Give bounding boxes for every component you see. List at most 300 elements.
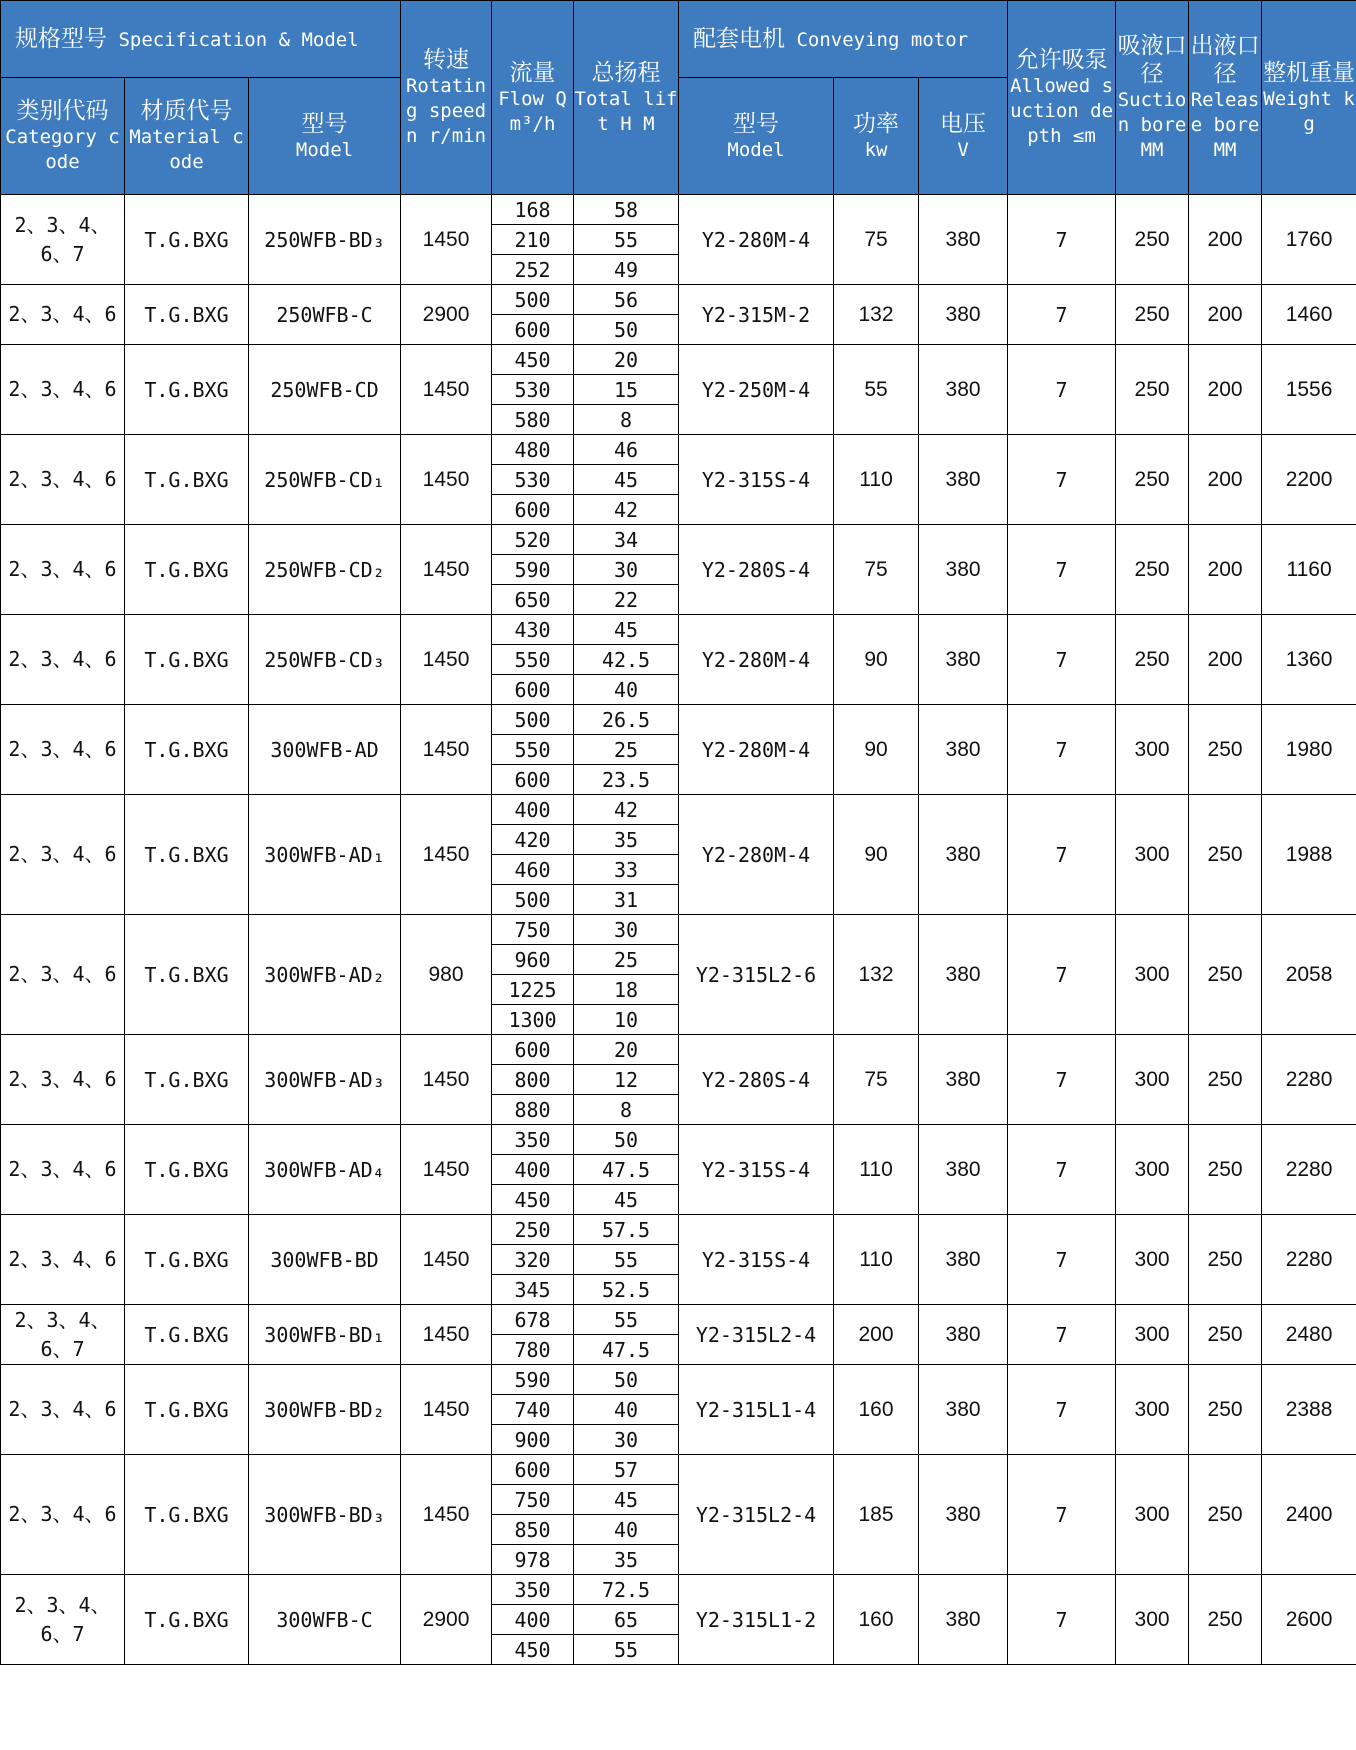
release-bore-cell: 200 xyxy=(1189,285,1262,345)
category-code-cell: 2、3、4、6 xyxy=(1,1365,125,1455)
speed-cell: 1450 xyxy=(401,525,492,615)
suction-bore-cell: 250 xyxy=(1116,285,1189,345)
suction-depth-cell: 7 xyxy=(1008,795,1116,915)
voltage-cell: 380 xyxy=(919,525,1008,615)
flow-cell: 420 xyxy=(492,825,574,855)
power-cell: 75 xyxy=(834,1035,919,1125)
weight-cell: 1360 xyxy=(1262,615,1356,705)
release-bore-cell: 200 xyxy=(1189,525,1262,615)
material-code-cell: T.G.BXG xyxy=(125,1125,249,1215)
header-release-bore: 出液口径 Release bore MM xyxy=(1189,1,1262,195)
flow-cell: 400 xyxy=(492,1605,574,1635)
weight-cell: 2400 xyxy=(1262,1455,1356,1575)
lift-cell: 35 xyxy=(574,825,679,855)
model-cell: 250WFB-CD₃ xyxy=(249,615,401,705)
lift-cell: 42 xyxy=(574,495,679,525)
lift-cell: 72.5 xyxy=(574,1575,679,1605)
material-code-cell: T.G.BXG xyxy=(125,1455,249,1575)
suction-bore-cell: 250 xyxy=(1116,435,1189,525)
release-bore-cell: 250 xyxy=(1189,1035,1262,1125)
header-spec: 规格型号 Specification & Model xyxy=(1,1,401,78)
speed-cell: 980 xyxy=(401,915,492,1035)
flow-cell: 350 xyxy=(492,1575,574,1605)
model-cell: 250WFB-C xyxy=(249,285,401,345)
material-code-cell: T.G.BXG xyxy=(125,915,249,1035)
flow-cell: 530 xyxy=(492,465,574,495)
lift-cell: 12 xyxy=(574,1065,679,1095)
material-code-cell: T.G.BXG xyxy=(125,615,249,705)
power-cell: 132 xyxy=(834,285,919,345)
header-flow: 流量 Flow Q m³/h xyxy=(492,1,574,195)
flow-cell: 600 xyxy=(492,1035,574,1065)
model-cell: 250WFB-CD₁ xyxy=(249,435,401,525)
release-bore-cell: 250 xyxy=(1189,1305,1262,1365)
table-row xyxy=(1,1215,1356,1245)
lift-cell: 65 xyxy=(574,1605,679,1635)
voltage-cell: 380 xyxy=(919,915,1008,1035)
weight-cell: 2200 xyxy=(1262,435,1356,525)
suction-depth-cell: 7 xyxy=(1008,615,1116,705)
weight-cell: 1988 xyxy=(1262,795,1356,915)
motor-model-cell: Y2-280M-4 xyxy=(679,795,834,915)
weight-cell: 2280 xyxy=(1262,1035,1356,1125)
table-row xyxy=(1,1575,1356,1605)
table-row xyxy=(1,1035,1356,1065)
material-code-cell: T.G.BXG xyxy=(125,525,249,615)
speed-cell: 1450 xyxy=(401,1305,492,1365)
suction-bore-cell: 300 xyxy=(1116,1035,1189,1125)
speed-cell: 1450 xyxy=(401,615,492,705)
motor-model-cell: Y2-315L2-4 xyxy=(679,1305,834,1365)
material-code-cell: T.G.BXG xyxy=(125,1305,249,1365)
flow-cell: 345 xyxy=(492,1275,574,1305)
release-bore-cell: 200 xyxy=(1189,195,1262,285)
speed-cell: 1450 xyxy=(401,705,492,795)
header-speed: 转速 Rotating speed n r/min xyxy=(401,1,492,195)
motor-model-cell: Y2-280S-4 xyxy=(679,1035,834,1125)
weight-cell: 2388 xyxy=(1262,1365,1356,1455)
lift-cell: 45 xyxy=(574,1485,679,1515)
category-code-cell: 2、3、4、6、7 xyxy=(1,1575,125,1665)
motor-model-cell: Y2-280S-4 xyxy=(679,525,834,615)
material-code-cell: T.G.BXG xyxy=(125,1035,249,1125)
flow-cell: 590 xyxy=(492,1365,574,1395)
flow-cell: 500 xyxy=(492,705,574,735)
suction-bore-cell: 300 xyxy=(1116,1455,1189,1575)
category-code-cell: 2、3、4、6 xyxy=(1,525,125,615)
voltage-cell: 380 xyxy=(919,1575,1008,1665)
lift-cell: 55 xyxy=(574,1245,679,1275)
flow-cell: 520 xyxy=(492,525,574,555)
model-cell: 250WFB-BD₃ xyxy=(249,195,401,285)
lift-cell: 22 xyxy=(574,585,679,615)
speed-cell: 1450 xyxy=(401,1035,492,1125)
flow-cell: 450 xyxy=(492,345,574,375)
flow-cell: 460 xyxy=(492,855,574,885)
flow-cell: 800 xyxy=(492,1065,574,1095)
weight-cell: 1160 xyxy=(1262,525,1356,615)
flow-cell: 210 xyxy=(492,225,574,255)
suction-bore-cell: 250 xyxy=(1116,345,1189,435)
suction-depth-cell: 7 xyxy=(1008,285,1116,345)
lift-cell: 50 xyxy=(574,1365,679,1395)
motor-model-cell: Y2-315S-4 xyxy=(679,1215,834,1305)
material-code-cell: T.G.BXG xyxy=(125,285,249,345)
lift-cell: 57.5 xyxy=(574,1215,679,1245)
release-bore-cell: 250 xyxy=(1189,705,1262,795)
lift-cell: 50 xyxy=(574,315,679,345)
suction-bore-cell: 300 xyxy=(1116,1575,1189,1665)
suction-bore-cell: 300 xyxy=(1116,1305,1189,1365)
voltage-cell: 380 xyxy=(919,1365,1008,1455)
motor-model-cell: Y2-280M-4 xyxy=(679,615,834,705)
lift-cell: 30 xyxy=(574,915,679,945)
material-code-cell: T.G.BXG xyxy=(125,345,249,435)
motor-model-cell: Y2-315L1-2 xyxy=(679,1575,834,1665)
motor-model-cell: Y2-280M-4 xyxy=(679,705,834,795)
lift-cell: 35 xyxy=(574,1545,679,1575)
model-cell: 250WFB-CD xyxy=(249,345,401,435)
lift-cell: 33 xyxy=(574,855,679,885)
material-code-cell: T.G.BXG xyxy=(125,705,249,795)
motor-model-cell: Y2-315M-2 xyxy=(679,285,834,345)
flow-cell: 500 xyxy=(492,885,574,915)
flow-cell: 168 xyxy=(492,195,574,225)
lift-cell: 55 xyxy=(574,1635,679,1665)
lift-cell: 55 xyxy=(574,225,679,255)
header-model: 型号 Model xyxy=(249,78,401,195)
suction-depth-cell: 7 xyxy=(1008,1035,1116,1125)
weight-cell: 1760 xyxy=(1262,195,1356,285)
category-code-cell: 2、3、4、6 xyxy=(1,615,125,705)
lift-cell: 58 xyxy=(574,195,679,225)
suction-depth-cell: 7 xyxy=(1008,1305,1116,1365)
lift-cell: 42 xyxy=(574,795,679,825)
lift-cell: 40 xyxy=(574,1515,679,1545)
lift-cell: 34 xyxy=(574,525,679,555)
flow-cell: 530 xyxy=(492,375,574,405)
lift-cell: 25 xyxy=(574,735,679,765)
power-cell: 110 xyxy=(834,435,919,525)
motor-model-cell: Y2-315L2-6 xyxy=(679,915,834,1035)
motor-model-cell: Y2-315S-4 xyxy=(679,1125,834,1215)
suction-depth-cell: 7 xyxy=(1008,1455,1116,1575)
suction-bore-cell: 300 xyxy=(1116,915,1189,1035)
material-code-cell: T.G.BXG xyxy=(125,195,249,285)
lift-cell: 8 xyxy=(574,1095,679,1125)
lift-cell: 50 xyxy=(574,1125,679,1155)
flow-cell: 400 xyxy=(492,795,574,825)
table-row xyxy=(1,1365,1356,1395)
voltage-cell: 380 xyxy=(919,615,1008,705)
weight-cell: 2480 xyxy=(1262,1305,1356,1365)
speed-cell: 1450 xyxy=(401,195,492,285)
lift-cell: 23.5 xyxy=(574,765,679,795)
suction-bore-cell: 300 xyxy=(1116,1125,1189,1215)
suction-bore-cell: 300 xyxy=(1116,1365,1189,1455)
table-body xyxy=(1,195,1356,1665)
header-material-code: 材质代号 Material code xyxy=(125,78,249,195)
release-bore-cell: 250 xyxy=(1189,1125,1262,1215)
model-cell: 300WFB-AD₁ xyxy=(249,795,401,915)
model-cell: 300WFB-BD₁ xyxy=(249,1305,401,1365)
header-power: 功率 kw xyxy=(834,78,919,195)
model-cell: 300WFB-C xyxy=(249,1575,401,1665)
release-bore-cell: 250 xyxy=(1189,1215,1262,1305)
suction-bore-cell: 300 xyxy=(1116,1215,1189,1305)
lift-cell: 49 xyxy=(574,255,679,285)
flow-cell: 850 xyxy=(492,1515,574,1545)
flow-cell: 740 xyxy=(492,1395,574,1425)
voltage-cell: 380 xyxy=(919,705,1008,795)
suction-bore-cell: 250 xyxy=(1116,615,1189,705)
flow-cell: 480 xyxy=(492,435,574,465)
lift-cell: 47.5 xyxy=(574,1155,679,1185)
table-row xyxy=(1,615,1356,645)
power-cell: 55 xyxy=(834,345,919,435)
lift-cell: 56 xyxy=(574,285,679,315)
table-row xyxy=(1,1455,1356,1485)
release-bore-cell: 250 xyxy=(1189,915,1262,1035)
suction-depth-cell: 7 xyxy=(1008,1575,1116,1665)
category-code-cell: 2、3、4、6 xyxy=(1,345,125,435)
power-cell: 75 xyxy=(834,525,919,615)
flow-cell: 600 xyxy=(492,495,574,525)
flow-cell: 450 xyxy=(492,1635,574,1665)
table-header xyxy=(1,1,1356,195)
flow-cell: 550 xyxy=(492,735,574,765)
lift-cell: 55 xyxy=(574,1305,679,1335)
table-row xyxy=(1,435,1356,465)
speed-cell: 1450 xyxy=(401,1215,492,1305)
flow-cell: 320 xyxy=(492,1245,574,1275)
voltage-cell: 380 xyxy=(919,285,1008,345)
lift-cell: 10 xyxy=(574,1005,679,1035)
category-code-cell: 2、3、4、6 xyxy=(1,285,125,345)
table-row xyxy=(1,195,1356,225)
flow-cell: 1300 xyxy=(492,1005,574,1035)
model-cell: 300WFB-AD₄ xyxy=(249,1125,401,1215)
category-code-cell: 2、3、4、6 xyxy=(1,705,125,795)
category-code-cell: 2、3、4、6 xyxy=(1,795,125,915)
model-cell: 250WFB-CD₂ xyxy=(249,525,401,615)
category-code-cell: 2、3、4、6 xyxy=(1,1035,125,1125)
model-cell: 300WFB-AD₃ xyxy=(249,1035,401,1125)
motor-model-cell: Y2-280M-4 xyxy=(679,195,834,285)
flow-cell: 600 xyxy=(492,1455,574,1485)
lift-cell: 42.5 xyxy=(574,645,679,675)
material-code-cell: T.G.BXG xyxy=(125,1215,249,1305)
header-lift: 总扬程 Total lift H M xyxy=(574,1,679,195)
flow-cell: 600 xyxy=(492,675,574,705)
lift-cell: 20 xyxy=(574,345,679,375)
power-cell: 200 xyxy=(834,1305,919,1365)
power-cell: 90 xyxy=(834,795,919,915)
flow-cell: 600 xyxy=(492,315,574,345)
speed-cell: 2900 xyxy=(401,1575,492,1665)
release-bore-cell: 250 xyxy=(1189,1365,1262,1455)
speed-cell: 1450 xyxy=(401,1365,492,1455)
category-code-cell: 2、3、4、6 xyxy=(1,435,125,525)
motor-model-cell: Y2-315L1-4 xyxy=(679,1365,834,1455)
suction-depth-cell: 7 xyxy=(1008,1365,1116,1455)
flow-cell: 880 xyxy=(492,1095,574,1125)
material-code-cell: T.G.BXG xyxy=(125,1575,249,1665)
weight-cell: 2280 xyxy=(1262,1125,1356,1215)
weight-cell: 1556 xyxy=(1262,345,1356,435)
power-cell: 90 xyxy=(834,705,919,795)
suction-depth-cell: 7 xyxy=(1008,525,1116,615)
lift-cell: 40 xyxy=(574,1395,679,1425)
table-row xyxy=(1,705,1356,735)
lift-cell: 26.5 xyxy=(574,705,679,735)
suction-bore-cell: 250 xyxy=(1116,525,1189,615)
voltage-cell: 380 xyxy=(919,1035,1008,1125)
power-cell: 132 xyxy=(834,915,919,1035)
model-cell: 300WFB-BD xyxy=(249,1215,401,1305)
speed-cell: 1450 xyxy=(401,1125,492,1215)
voltage-cell: 380 xyxy=(919,1215,1008,1305)
lift-cell: 18 xyxy=(574,975,679,1005)
lift-cell: 31 xyxy=(574,885,679,915)
voltage-cell: 380 xyxy=(919,1305,1008,1365)
header-category-code: 类别代码 Category code xyxy=(1,78,125,195)
table-row xyxy=(1,345,1356,375)
suction-bore-cell: 300 xyxy=(1116,795,1189,915)
release-bore-cell: 250 xyxy=(1189,1455,1262,1575)
speed-cell: 1450 xyxy=(401,435,492,525)
flow-cell: 450 xyxy=(492,1185,574,1215)
header-suction-bore: 吸液口径 Suction bore MM xyxy=(1116,1,1189,195)
voltage-cell: 380 xyxy=(919,195,1008,285)
suction-depth-cell: 7 xyxy=(1008,195,1116,285)
voltage-cell: 380 xyxy=(919,345,1008,435)
voltage-cell: 380 xyxy=(919,435,1008,525)
category-code-cell: 2、3、4、6 xyxy=(1,1455,125,1575)
motor-model-cell: Y2-315S-4 xyxy=(679,435,834,525)
table-row xyxy=(1,1305,1356,1335)
power-cell: 110 xyxy=(834,1215,919,1305)
model-cell: 300WFB-BD₃ xyxy=(249,1455,401,1575)
release-bore-cell: 250 xyxy=(1189,795,1262,915)
material-code-cell: T.G.BXG xyxy=(125,435,249,525)
suction-depth-cell: 7 xyxy=(1008,1125,1116,1215)
header-suction-depth: 允许吸泵 Allowed suction depth ≤m xyxy=(1008,1,1116,195)
speed-cell: 2900 xyxy=(401,285,492,345)
lift-cell: 57 xyxy=(574,1455,679,1485)
flow-cell: 1225 xyxy=(492,975,574,1005)
material-code-cell: T.G.BXG xyxy=(125,795,249,915)
release-bore-cell: 200 xyxy=(1189,435,1262,525)
category-code-cell: 2、3、4、6 xyxy=(1,915,125,1035)
lift-cell: 46 xyxy=(574,435,679,465)
flow-cell: 780 xyxy=(492,1335,574,1365)
weight-cell: 2280 xyxy=(1262,1215,1356,1305)
model-cell: 300WFB-AD₂ xyxy=(249,915,401,1035)
release-bore-cell: 200 xyxy=(1189,615,1262,705)
suction-depth-cell: 7 xyxy=(1008,705,1116,795)
header-motor: 配套电机 Conveying motor xyxy=(679,1,1008,78)
flow-cell: 400 xyxy=(492,1155,574,1185)
table-row xyxy=(1,795,1356,825)
flow-cell: 900 xyxy=(492,1425,574,1455)
suction-depth-cell: 7 xyxy=(1008,345,1116,435)
suction-depth-cell: 7 xyxy=(1008,1215,1116,1305)
model-cell: 300WFB-AD xyxy=(249,705,401,795)
table-row xyxy=(1,915,1356,945)
table-row xyxy=(1,1125,1356,1155)
lift-cell: 45 xyxy=(574,1185,679,1215)
table-row xyxy=(1,285,1356,315)
category-code-cell: 2、3、4、6、7 xyxy=(1,1305,125,1365)
release-bore-cell: 250 xyxy=(1189,1575,1262,1665)
material-code-cell: T.G.BXG xyxy=(125,1365,249,1455)
power-cell: 110 xyxy=(834,1125,919,1215)
motor-model-cell: Y2-250M-4 xyxy=(679,345,834,435)
flow-cell: 978 xyxy=(492,1545,574,1575)
flow-cell: 960 xyxy=(492,945,574,975)
flow-cell: 580 xyxy=(492,405,574,435)
flow-cell: 650 xyxy=(492,585,574,615)
category-code-cell: 2、3、4、6 xyxy=(1,1125,125,1215)
suction-bore-cell: 250 xyxy=(1116,195,1189,285)
header-weight: 整机重量 Weight kg xyxy=(1262,1,1356,195)
model-cell: 300WFB-BD₂ xyxy=(249,1365,401,1455)
lift-cell: 45 xyxy=(574,615,679,645)
power-cell: 160 xyxy=(834,1365,919,1455)
weight-cell: 1460 xyxy=(1262,285,1356,345)
header-motor-model: 型号 Model xyxy=(679,78,834,195)
lift-cell: 30 xyxy=(574,1425,679,1455)
suction-bore-cell: 300 xyxy=(1116,705,1189,795)
lift-cell: 47.5 xyxy=(574,1335,679,1365)
weight-cell: 2600 xyxy=(1262,1575,1356,1665)
lift-cell: 40 xyxy=(574,675,679,705)
lift-cell: 15 xyxy=(574,375,679,405)
speed-cell: 1450 xyxy=(401,345,492,435)
flow-cell: 750 xyxy=(492,915,574,945)
flow-cell: 750 xyxy=(492,1485,574,1515)
voltage-cell: 380 xyxy=(919,1455,1008,1575)
category-code-cell: 2、3、4、6、7 xyxy=(1,195,125,285)
power-cell: 160 xyxy=(834,1575,919,1665)
flow-cell: 250 xyxy=(492,1215,574,1245)
suction-depth-cell: 7 xyxy=(1008,435,1116,525)
weight-cell: 2058 xyxy=(1262,915,1356,1035)
flow-cell: 350 xyxy=(492,1125,574,1155)
flow-cell: 550 xyxy=(492,645,574,675)
power-cell: 90 xyxy=(834,615,919,705)
flow-cell: 500 xyxy=(492,285,574,315)
table-row xyxy=(1,525,1356,555)
flow-cell: 600 xyxy=(492,765,574,795)
power-cell: 185 xyxy=(834,1455,919,1575)
speed-cell: 1450 xyxy=(401,795,492,915)
suction-depth-cell: 7 xyxy=(1008,915,1116,1035)
header-voltage: 电压 V xyxy=(919,78,1008,195)
motor-model-cell: Y2-315L2-4 xyxy=(679,1455,834,1575)
voltage-cell: 380 xyxy=(919,795,1008,915)
speed-cell: 1450 xyxy=(401,1455,492,1575)
power-cell: 75 xyxy=(834,195,919,285)
lift-cell: 45 xyxy=(574,465,679,495)
weight-cell: 1980 xyxy=(1262,705,1356,795)
flow-cell: 678 xyxy=(492,1305,574,1335)
lift-cell: 20 xyxy=(574,1035,679,1065)
lift-cell: 25 xyxy=(574,945,679,975)
voltage-cell: 380 xyxy=(919,1125,1008,1215)
category-code-cell: 2、3、4、6 xyxy=(1,1215,125,1305)
